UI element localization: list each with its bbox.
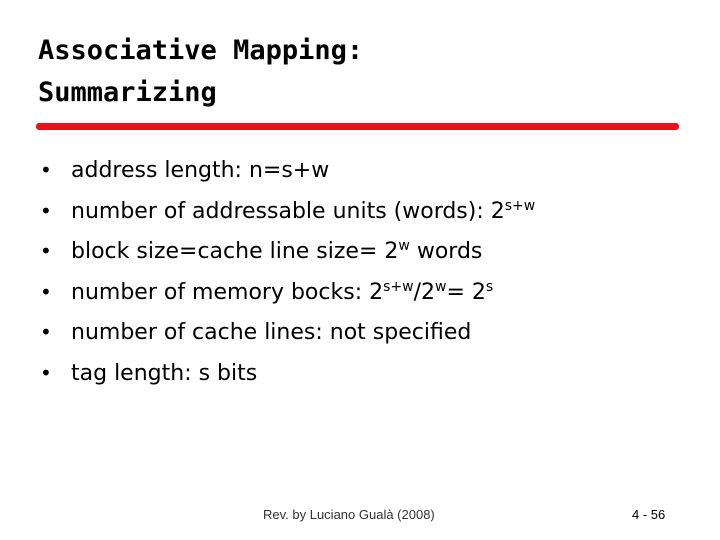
bullet-icon: • (40, 320, 52, 344)
list-item (40, 353, 535, 394)
superscript: w (435, 278, 447, 295)
bullet-text-part: number of addressable units (words): 2 (71, 198, 505, 224)
bullet-text (71, 273, 493, 314)
list-item (40, 150, 535, 191)
bullet-text (71, 354, 257, 395)
superscript: s (485, 278, 494, 295)
bullet-text-part: = 2 (446, 279, 486, 305)
bullet-icon: • (40, 239, 52, 263)
slide-title-line-2: Summarizing (38, 77, 217, 108)
bullet-text (71, 313, 471, 354)
list-item (40, 272, 535, 313)
bullet-text-part: address length: n=s+w (71, 158, 330, 183)
list-item (40, 191, 535, 232)
list-item (40, 312, 535, 353)
slide-title (38, 30, 363, 114)
bullet-text (71, 192, 535, 233)
bullet-text (71, 151, 329, 192)
list-item (40, 231, 535, 272)
bullet-text-part: words (409, 239, 483, 264)
bullet-text-part: /2 (413, 279, 435, 305)
bullet-icon: • (40, 360, 52, 385)
bullet-list (40, 150, 535, 393)
bullet-text-part: tag length: s bits (71, 360, 258, 386)
superscript: s+w (504, 197, 536, 214)
bullet-icon: • (40, 158, 52, 182)
bullet-icon: • (40, 279, 52, 304)
bullet-text-part: number of memory bocks: 2 (71, 279, 384, 305)
slide-title-line-1: Associative Mapping: (38, 35, 364, 66)
superscript: w (398, 238, 410, 254)
footer-credit: Rev. by Luciano Gualà (2008) (263, 507, 435, 522)
bullet-text (71, 232, 482, 273)
bullet-text-part: number of cache lines: not specified (71, 320, 472, 345)
title-divider (36, 123, 679, 130)
page-number: 4 - 56 (632, 507, 666, 522)
bullet-text-part: block size=cache line size= 2 (71, 239, 399, 264)
bullet-icon: • (40, 198, 52, 223)
superscript: s+w (383, 278, 414, 295)
